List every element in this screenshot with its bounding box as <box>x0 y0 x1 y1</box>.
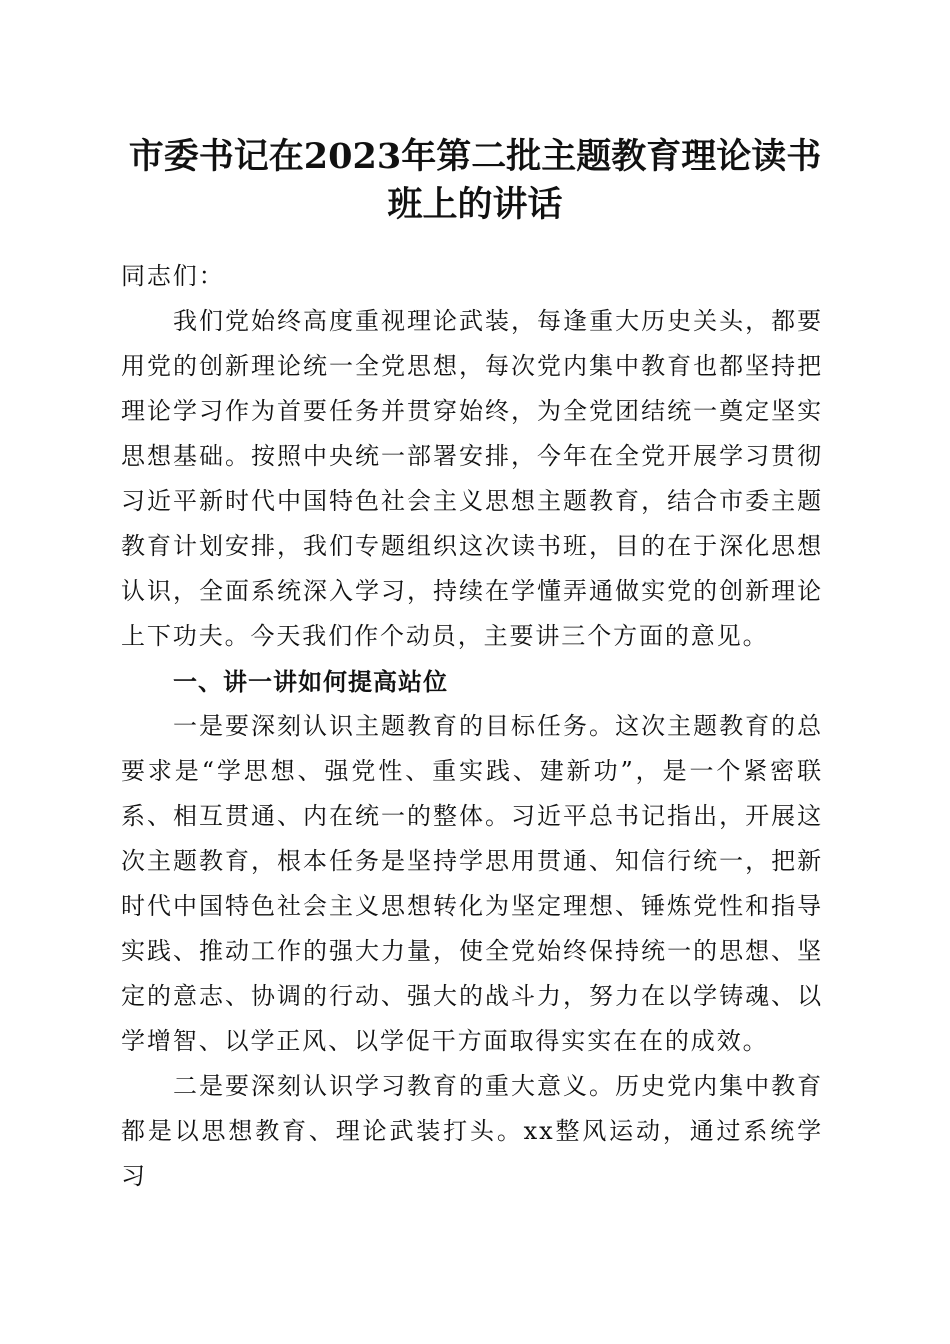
salutation: 同志们： <box>121 262 225 290</box>
point-1-lead: 一是要深刻认识主题教育的目标任务。 <box>173 712 616 740</box>
title-line-2: 班上的讲话 <box>387 184 563 225</box>
title-line-1: 市委书记在2023年第二批主题教育理论读书 <box>128 136 822 177</box>
intro-paragraph: 我们党始终高度重视理论武装，每逢重大历史关头，都要用党的创新理论统一全党思想，每次党内集中教育也都坚持把理论学习作为首要任务并贯穿始终，为全党团结统一奠定坚实思想基础。按照中央统一部署安排，今年在全党开展学习贯彻习近平新时代中国特色社会主义思想主题教育，结合市委主题教育计划安排，我们专题组织这次读书班，目的在于深化思想认识，全面系统深入学习，持续在学懂弄通做实党的创新理论上下功夫。今天我们作个动员，主要讲三个方面的意见。 <box>121 307 823 650</box>
point-2-paragraph <box>121 1064 823 1199</box>
point-2-lead: 二是要深刻认识学习教育的重大意义。 <box>173 1072 616 1100</box>
section-heading-1: 一、讲一讲如何提高站位 <box>173 667 448 696</box>
point-1-paragraph <box>121 704 823 1064</box>
point-2-text: 历史党内集中教育都是以思想教育、理论武装打头。xx整风运动，通过系统学习 <box>121 1072 823 1190</box>
document-body <box>121 254 823 1199</box>
point-1-text: 这次主题教育的总要求是“学思想、强党性、重实践、建新功”，是一个紧密联系、相互贯通、内在统一的整体。习近平总书记指出，开展这次主题教育，根本任务是坚持学思用贯通、知信行统一，把新时代中国特色社会主义思想转化为坚定理想、锤炼党性和指导实践、推动工作的强大力量，使全党始终保持统一的思想、坚定的意志、协调的行动、强大的战斗力，努力在以学铸魂、以学增智、以学正风、以学促干方面取得实实在在的成效。 <box>121 712 823 1055</box>
document-title <box>100 133 850 229</box>
